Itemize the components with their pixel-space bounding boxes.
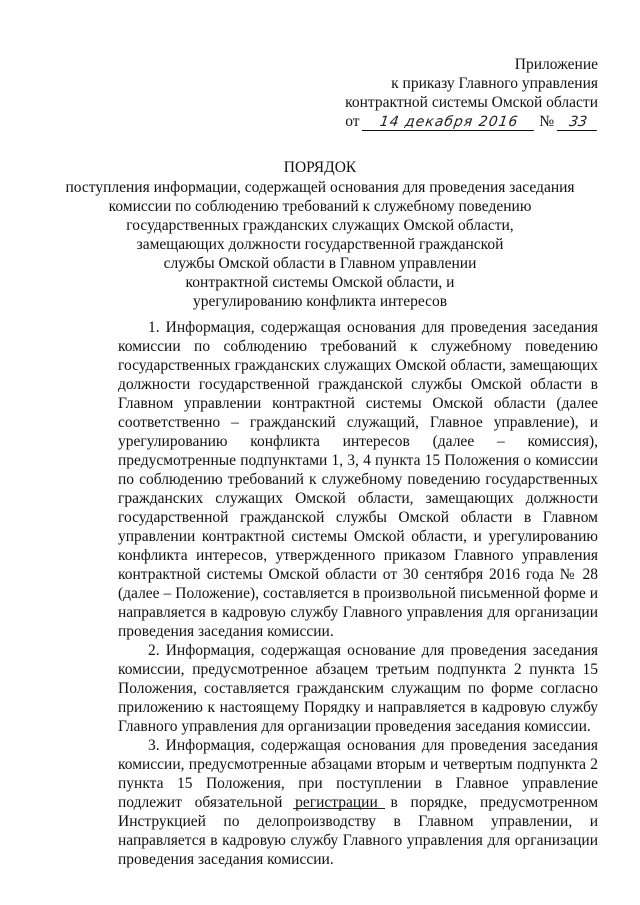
paragraph-2: 2. Информация, содержащая основание для проведения заседания комиссии, предусмотренное абзацем третьим подпункта 2 пункта 15 Положения, составляется гражданским служащим по форме согласно приложению к настоящему Порядку и направляется в кадровую службу Главного управления для организации проведения заседания комиссии. <box>118 642 598 735</box>
title-line: замещающих должности государственной гражданской <box>136 236 504 253</box>
handwritten-number: 33 <box>557 114 599 131</box>
title-line: комиссии по соблюдению требований к служебному поведению <box>108 198 532 215</box>
appendix-order-ref: к приказу Главного управления <box>391 75 598 92</box>
document-title <box>60 158 580 311</box>
title-line: поступления информации, содержащей основания для проведения заседания <box>65 179 575 196</box>
handwritten-date: 14 декабря 2016 <box>362 114 536 131</box>
title-line: урегулированию конфликта интересов <box>192 293 448 310</box>
from-label: от <box>345 113 360 130</box>
title-heading: ПОРЯДОК <box>283 159 357 176</box>
title-line: службы Омской области в Главном управлении <box>163 255 477 272</box>
paragraph-1: 1. Информация, содержащая основания для проведения заседания комиссии по соблюдению требований к служебному поведению государственных гражданских служащих Омской области, замещающих должности государственной гражданской службы Омской области в Главном управлении контрактной системы Омской области (далее соответственно – гражданский служащий, Главное управление), и урегулированию конфликта интересов (далее – комиссия), предусмотренные подпунктами 1, 3, 4 пункта 15 Положения о комиссии по соблюдению требований к служебному поведению государственных гражданских служащих Омской области, замещающих должности государственной гражданской службы Омской области в Главном управлении контрактной системы Омской области, и урегулированию конфликта интересов, утвержденного приказом Главного управления контрактной системы Омской области от 30 сентября 2016 года № 28 (далее – Положение), составляется в произвольной письменной форме и направляется в кадровую службу Главного управления для организации проведения заседания комиссии. <box>118 319 598 640</box>
title-line: контрактной системы Омской области, и <box>185 274 455 291</box>
appendix-header <box>345 55 598 131</box>
end-separator-line <box>293 808 385 809</box>
title-line: государственных гражданских служащих Омской области, <box>126 217 514 234</box>
number-label: № <box>539 113 555 130</box>
appendix-date-number-line <box>345 112 598 131</box>
appendix-organization: контрактной системы Омской области <box>345 94 598 111</box>
appendix-title: Приложение <box>514 56 598 73</box>
document-body <box>118 318 598 869</box>
paragraph-3: 3. Информация, содержащая основания для проведения заседания комиссии, предусмотренные абзацами вторым и четвертым подпункта 2 пункта 15 Положения, при поступлении в Главное управление подлежит обязательной регистрации в порядке, предусмотренном Инструкцией по делопроизводству в Главном управлении, и направляется в кадровую службу Главного управления для организации проведения заседания комиссии. <box>118 737 598 868</box>
